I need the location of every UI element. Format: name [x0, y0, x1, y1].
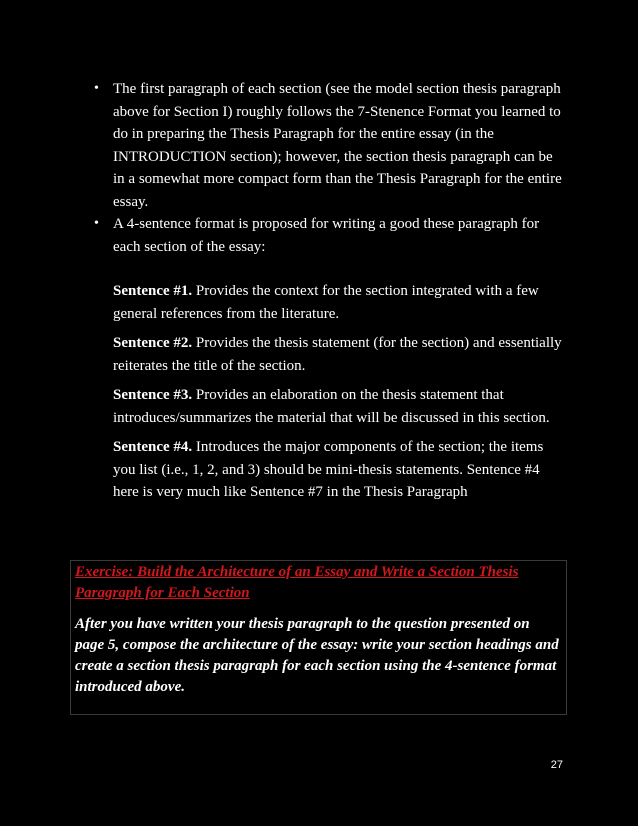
exercise-title: Exercise: Build the Architecture of an Essay and Write a Section Thesis Paragraph for Each Section: [75, 564, 519, 601]
sentence-4-text: Introduces the major components of the section; the items you list (i.e., 1, 2, and 3) should be mini-thesis statements. Sentence #4 here is very much like Sentence #7 in the Thesis Paragraph: [113, 439, 544, 500]
sentence-3: [113, 384, 568, 429]
exercise-body: After you have written your thesis paragraph to the question presented on page 5, compose the architecture of the essay: write your section headings and create a section thesis paragraph for each section using the 4-sentence format introduced above.: [75, 616, 559, 695]
sentence-2-text: Provides the thesis statement (for the section) and essentially reiterates the title of the section.: [113, 335, 562, 374]
bullet-text-2: A 4-sentence format is proposed for writing a good these paragraph for each section of the essay:: [113, 216, 540, 255]
sentence-1-label: Sentence #1.: [113, 283, 193, 299]
exercise-box: [70, 560, 567, 715]
bullet-text-1: The first paragraph of each section (see the model section thesis paragraph above for Section I) roughly follows the 7-Stenence Format you learned to do in preparing the Thesis Paragraph for the entire essay (in the INTRODUCTION section); however, the section thesis paragraph can be in a somewhat more compact form than the Thesis Paragraph for the entire essay.: [113, 81, 562, 210]
bullet-list: [88, 78, 568, 511]
sentence-1-text: Provides the context for the section integrated with a few general references from the literature.: [113, 283, 539, 322]
sentence-4-label: Sentence #4.: [113, 439, 193, 455]
bullet-item-1: [88, 78, 568, 213]
sentence-1: [113, 280, 568, 325]
sentence-3-text: Provides an elaboration on the thesis statement that introduces/summarizes the material that will be discussed in this section.: [113, 387, 550, 426]
sentence-2: [113, 332, 568, 377]
sentence-3-label: Sentence #3.: [113, 387, 193, 403]
bullet-item-2: [88, 213, 568, 504]
bullet-icon: •: [94, 216, 99, 231]
sentence-4: [113, 436, 568, 504]
sentence-2-label: Sentence #2.: [113, 335, 193, 351]
bullet-icon: •: [94, 81, 99, 96]
page-number: 27: [550, 759, 563, 771]
